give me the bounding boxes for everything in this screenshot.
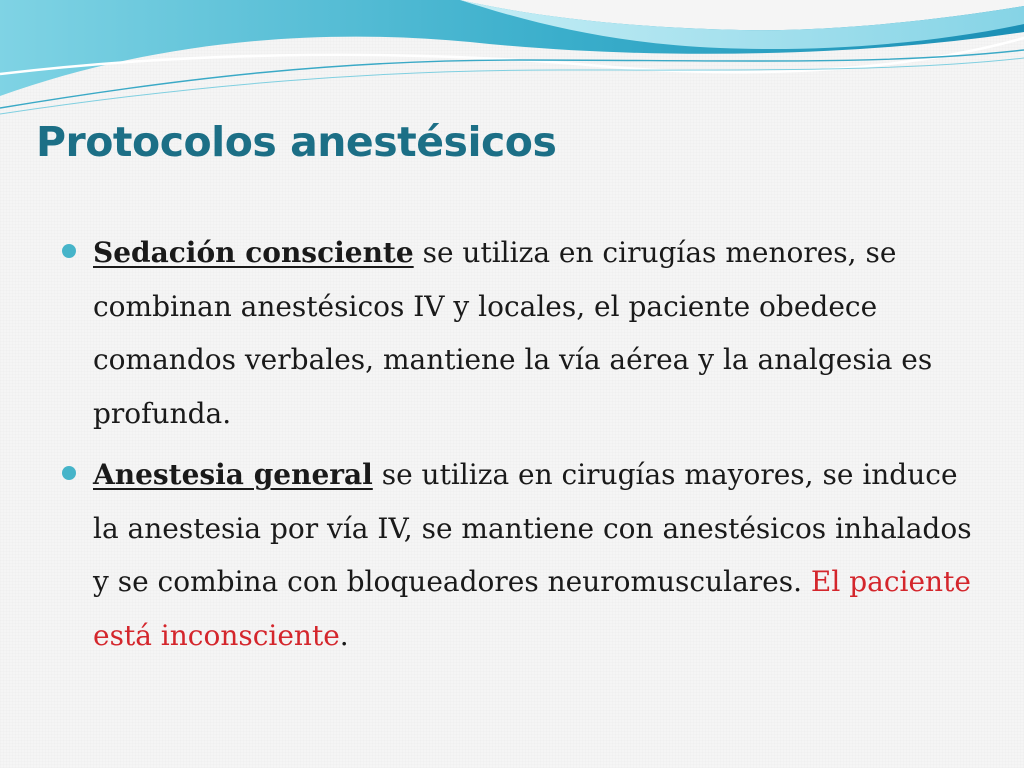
bullet-anestesia-general <box>56 448 986 662</box>
term-sedacion-consciente: Sedación consciente <box>93 236 414 269</box>
bullet-end-punctuation: . <box>339 618 349 652</box>
bullet-dot-icon <box>62 466 76 480</box>
bullet-sedacion-consciente <box>56 226 986 440</box>
slide-title: Protocolos anestésicos <box>36 118 557 166</box>
highlight-text: El paciente está inconsciente <box>93 565 971 652</box>
term-anestesia-general: Anestesia general <box>93 458 373 491</box>
bullet-text: se utiliza en cirugías mayores, se induce la anestesia por vía IV, se mantiene con anestésicos inhalados y se combina con bloqueadores neuromusculares. <box>93 458 972 598</box>
header-wave-decoration <box>0 0 1024 120</box>
bullet-list <box>56 226 986 662</box>
bullet-text: se utiliza en cirugías menores, se combinan anestésicos IV y locales, el paciente obedece comandos verbales, mantiene la vía aérea y la analgesia es profunda. <box>93 236 933 430</box>
bullet-dot-icon <box>62 244 76 258</box>
